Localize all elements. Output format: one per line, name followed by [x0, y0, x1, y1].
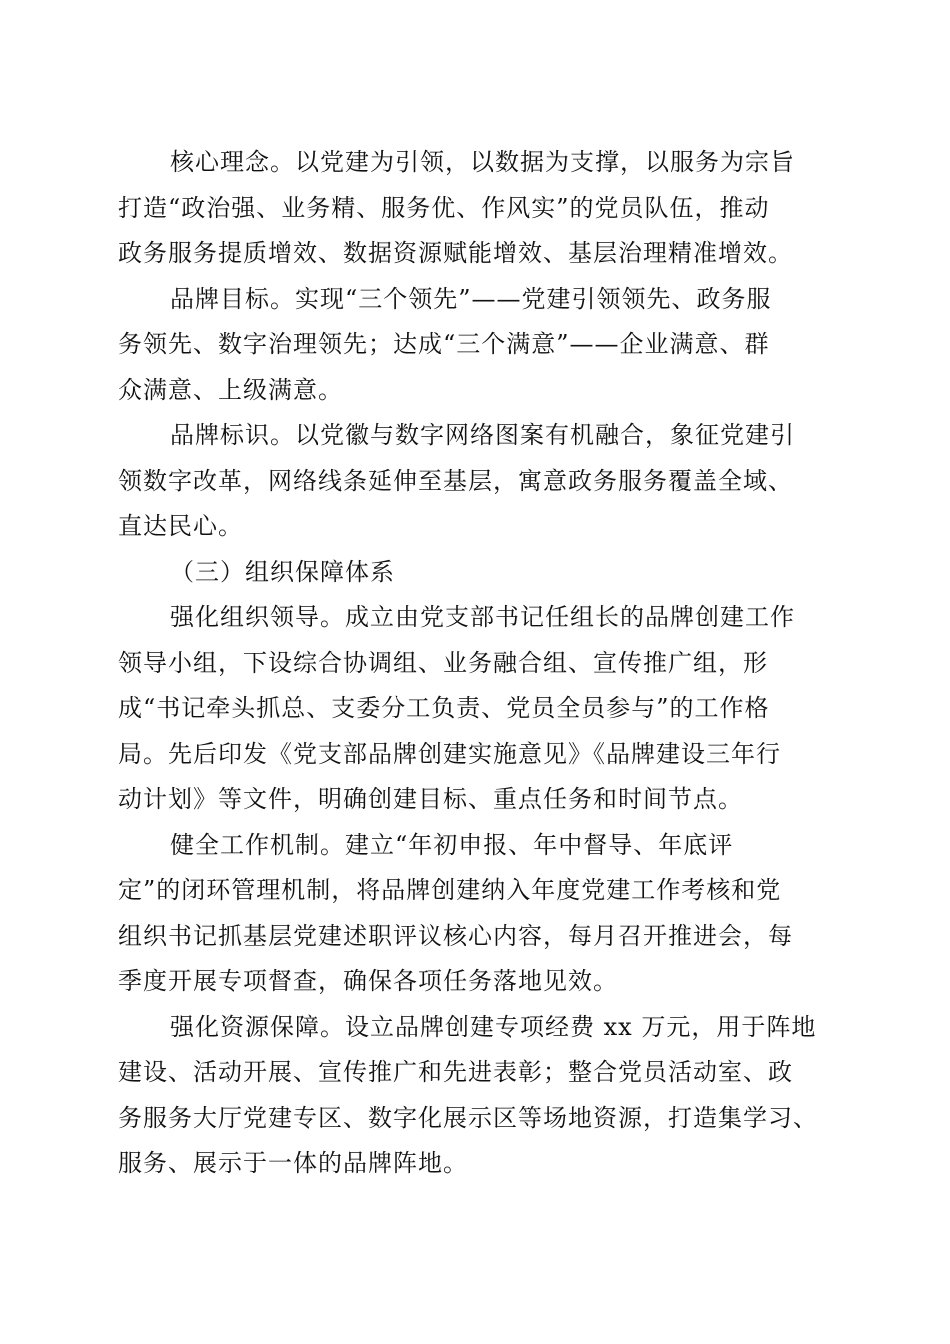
text-line: 健全工作机制。建立“年初申报、年中督导、年底评 [170, 830, 734, 859]
paragraph-work-mechanism [118, 823, 830, 1005]
text-line: 打造“政治强、业务精、服务优、作风实”的党员队伍，推动 [118, 193, 770, 222]
text-line: 品牌标识。以党徽与数字网络图案有机融合，象征党建引 [170, 421, 795, 449]
text-line: 建设、活动开展、宣传推广和先进表彰；整合党员活动室、政 [118, 1058, 793, 1086]
text-line: 季度开展专项督查，确保各项任务落地见效。 [118, 967, 618, 995]
text-line: 务领先、数字治理领先；达成“三个满意”——企业满意、群 [118, 330, 770, 358]
text-line: 组织书记抓基层党建述职评议核心内容，每月召开推进会，每 [118, 921, 793, 950]
text-line: 定”的闭环管理机制，将品牌创建纳入年度党建工作考核和党 [118, 876, 782, 904]
text-line: 品牌目标。实现“三个领先”——党建引领领先、政务服 [170, 284, 772, 313]
text-line: 直达民心。 [118, 512, 243, 540]
section-heading: （三）组织保障体系 [170, 557, 395, 586]
paragraph-brand-goal [118, 277, 830, 414]
text-line: 务服务大厅党建专区、数字化展示区等场地资源，打造集学习、 [118, 1103, 818, 1132]
text-line: 局。先后印发《党支部品牌创建实施意见》《品牌建设三年行 [118, 739, 781, 768]
text-line: 强化资源保障。设立品牌创建专项经费 xx 万元，用于阵地 [170, 1012, 817, 1041]
text-line: 众满意、上级满意。 [118, 375, 343, 404]
text-line: 成“书记牵头抓总、支委分工负责、党员全员参与”的工作格 [118, 694, 770, 722]
text-line: 领导小组，下设综合协调组、业务融合组、宣传推广组，形 [118, 648, 768, 677]
paragraph-brand-logo [118, 413, 830, 550]
text-line: 领数字改革，网络线条延伸至基层，寓意政务服务覆盖全域、 [118, 466, 793, 495]
text-line: 核心理念。以党建为引领，以数据为支撑，以服务为宗旨 [170, 148, 795, 176]
document-body [118, 140, 830, 1187]
text-line: 动计划》等文件，明确创建目标、重点任务和时间节点。 [118, 785, 743, 813]
text-line: 服务、展示于一体的品牌阵地。 [118, 1149, 468, 1177]
text-line: 政务服务提质增效、数据资源赋能增效、基层治理精准增效。 [118, 239, 793, 267]
paragraph-core-concept [118, 140, 830, 277]
paragraph-strengthen-leadership [118, 595, 830, 823]
paragraph-resource-guarantee [118, 1005, 830, 1187]
text-line: 强化组织领导。成立由党支部书记任组长的品牌创建工作 [170, 603, 795, 631]
